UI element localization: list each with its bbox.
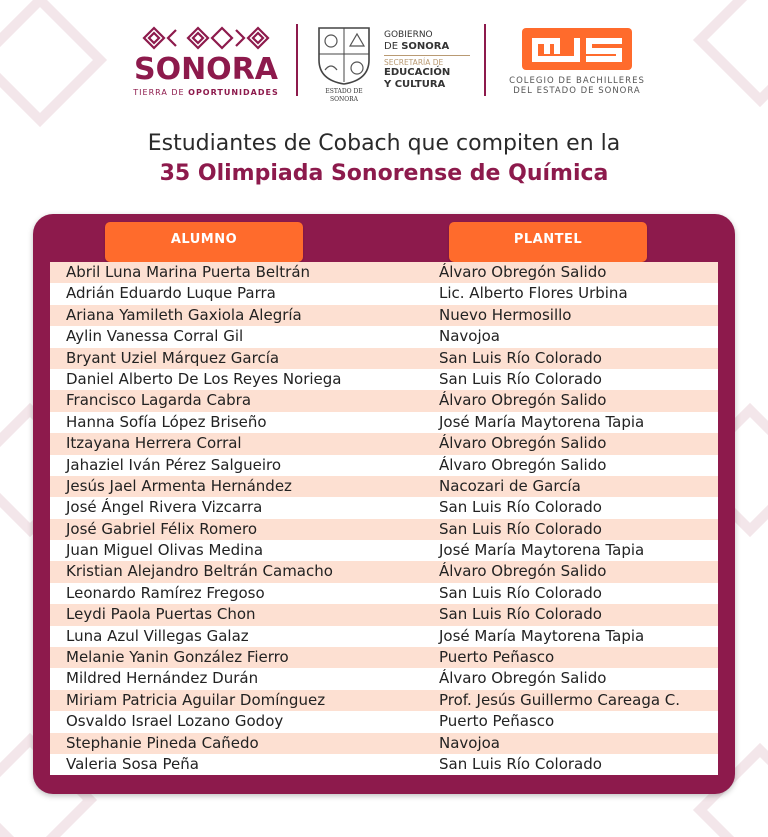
seal-caption: ESTADO DE SONORA — [325, 88, 363, 103]
table-row — [50, 626, 718, 647]
gov-line: SECRETARÍA DE — [384, 58, 444, 67]
state-seal — [313, 24, 375, 103]
cell-plantel: San Luis Río Colorado — [439, 605, 602, 624]
cobach-logo-icon — [520, 26, 634, 72]
cell-plantel: Álvaro Obregón Salido — [439, 391, 607, 410]
table-row — [50, 283, 718, 304]
cell-alumno: Valeria Sosa Peña — [66, 754, 199, 773]
table-row — [50, 326, 718, 347]
table-body — [50, 262, 718, 775]
sonora-tagline: TIERRA DE OPORTUNIDADES — [133, 88, 279, 97]
cell-alumno: Abril Luna Marina Puerta Beltrán — [66, 263, 311, 281]
page-title: Estudiantes de Cobach que compiten en la — [147, 131, 621, 156]
cell-plantel: Navojoa — [439, 733, 501, 752]
sonora-logo — [130, 24, 282, 98]
cell-alumno: Mildred Hernández Durán — [66, 669, 259, 688]
cell-alumno: Ariana Yamileth Gaxiola Alegría — [66, 305, 302, 324]
cell-alumno: Kristian Alejandro Beltrán Camacho — [66, 562, 333, 581]
sonora-ornament-icon — [140, 24, 270, 52]
cell-plantel: Navojoa — [439, 327, 501, 346]
table-row — [50, 262, 718, 283]
cell-plantel: Prof. Jesús Guillermo Careaga C. — [439, 690, 681, 709]
gov-line: Y CULTURA — [384, 79, 446, 90]
cell-plantel: José María Maytorena Tapia — [439, 412, 645, 431]
cell-alumno: Osvaldo Israel Lozano Godoy — [66, 712, 284, 731]
cell-plantel: San Luis Río Colorado — [439, 498, 602, 517]
table-row — [50, 497, 718, 518]
column-header-plantel: PLANTEL — [449, 222, 647, 262]
cell-alumno: Leydi Paola Puertas Chon — [66, 605, 256, 624]
cell-plantel: Álvaro Obregón Salido — [439, 434, 607, 453]
table-row — [50, 519, 718, 540]
cell-plantel: Puerto Peñasco — [439, 712, 555, 731]
cell-plantel: San Luis Río Colorado — [439, 348, 602, 367]
table-row — [50, 540, 718, 561]
cell-plantel: San Luis Río Colorado — [439, 754, 602, 773]
cell-alumno: Leonardo Ramírez Fregoso — [66, 583, 265, 602]
table-row — [50, 561, 718, 582]
cell-alumno: Miriam Patricia Aguilar Domínguez — [66, 690, 326, 709]
table-row — [50, 412, 718, 433]
cell-plantel: Nuevo Hermosillo — [439, 305, 572, 324]
cell-alumno: Bryant Uziel Márquez García — [66, 348, 280, 367]
table-row — [50, 348, 718, 369]
table-row — [50, 369, 718, 390]
cell-plantel: San Luis Río Colorado — [439, 583, 602, 602]
cell-plantel: San Luis Río Colorado — [439, 369, 602, 388]
table-row — [50, 711, 718, 732]
cell-plantel: José María Maytorena Tapia — [439, 541, 645, 560]
table-row — [50, 668, 718, 689]
table-row — [50, 604, 718, 625]
table-row — [50, 476, 718, 497]
table-row — [50, 305, 718, 326]
cell-alumno: Adrián Eduardo Luque Parra — [66, 284, 276, 303]
table-row — [50, 583, 718, 604]
government-label — [384, 30, 476, 91]
cell-alumno: José Gabriel Félix Romero — [66, 519, 258, 538]
cell-alumno: Francisco Lagarda Cabra — [66, 391, 252, 410]
cell-plantel: San Luis Río Colorado — [439, 519, 602, 538]
cell-alumno: Jesús Jael Armenta Hernández — [66, 476, 292, 495]
divider — [296, 24, 298, 96]
table-row — [50, 754, 718, 775]
page-subtitle: 35 Olimpiada Sonorense de Química — [159, 161, 609, 186]
gov-line: EDUCACIÓN — [384, 67, 451, 78]
cell-alumno: Stephanie Pineda Cañedo — [66, 733, 259, 752]
cobach-name — [494, 76, 660, 96]
gov-line: GOBIERNO — [384, 30, 433, 40]
cell-alumno: Aylin Vanessa Corral Gil — [66, 327, 244, 346]
cell-alumno: Jahaziel Iván Pérez Salgueiro — [66, 455, 282, 474]
cell-plantel: Álvaro Obregón Salido — [439, 455, 607, 474]
cell-alumno: Luna Azul Villegas Galaz — [66, 626, 249, 645]
cell-plantel: José María Maytorena Tapia — [439, 626, 645, 645]
cell-alumno: Daniel Alberto De Los Reyes Noriega — [66, 369, 342, 388]
cell-alumno: Melanie Yanin González Fierro — [66, 648, 289, 667]
cell-alumno: Juan Miguel Olivas Medina — [66, 541, 264, 560]
cell-alumno: Itzayana Herrera Corral — [66, 434, 242, 453]
cell-plantel: Álvaro Obregón Salido — [439, 669, 607, 688]
gov-line: DE SONORA — [384, 41, 450, 52]
cobach-name-line: DEL ESTADO DE SONORA — [513, 86, 641, 96]
sonora-wordmark: SONORA — [133, 52, 279, 87]
cell-plantel: Puerto Peñasco — [439, 648, 555, 667]
table-row — [50, 690, 718, 711]
table-row — [50, 455, 718, 476]
table-row — [50, 433, 718, 454]
coat-of-arms-icon — [313, 24, 375, 86]
column-header-alumno: ALUMNO — [105, 222, 303, 262]
cell-plantel: Lic. Alberto Flores Urbina — [439, 284, 628, 303]
cell-alumno: Hanna Sofía López Briseño — [66, 412, 267, 431]
table-row — [50, 647, 718, 668]
gov-rule — [384, 55, 470, 56]
table-row — [50, 733, 718, 754]
cell-plantel: Nacozari de García — [439, 476, 581, 495]
cell-plantel: Álvaro Obregón Salido — [439, 562, 607, 581]
cell-plantel: Álvaro Obregón Salido — [439, 263, 607, 281]
cell-alumno: José Ángel Rivera Vizcarra — [66, 498, 263, 517]
header-logos — [0, 18, 768, 103]
divider — [484, 24, 486, 96]
students-table — [33, 214, 735, 794]
cobach-name-line: COLEGIO DE BACHILLERES — [509, 76, 645, 86]
table-row — [50, 390, 718, 411]
